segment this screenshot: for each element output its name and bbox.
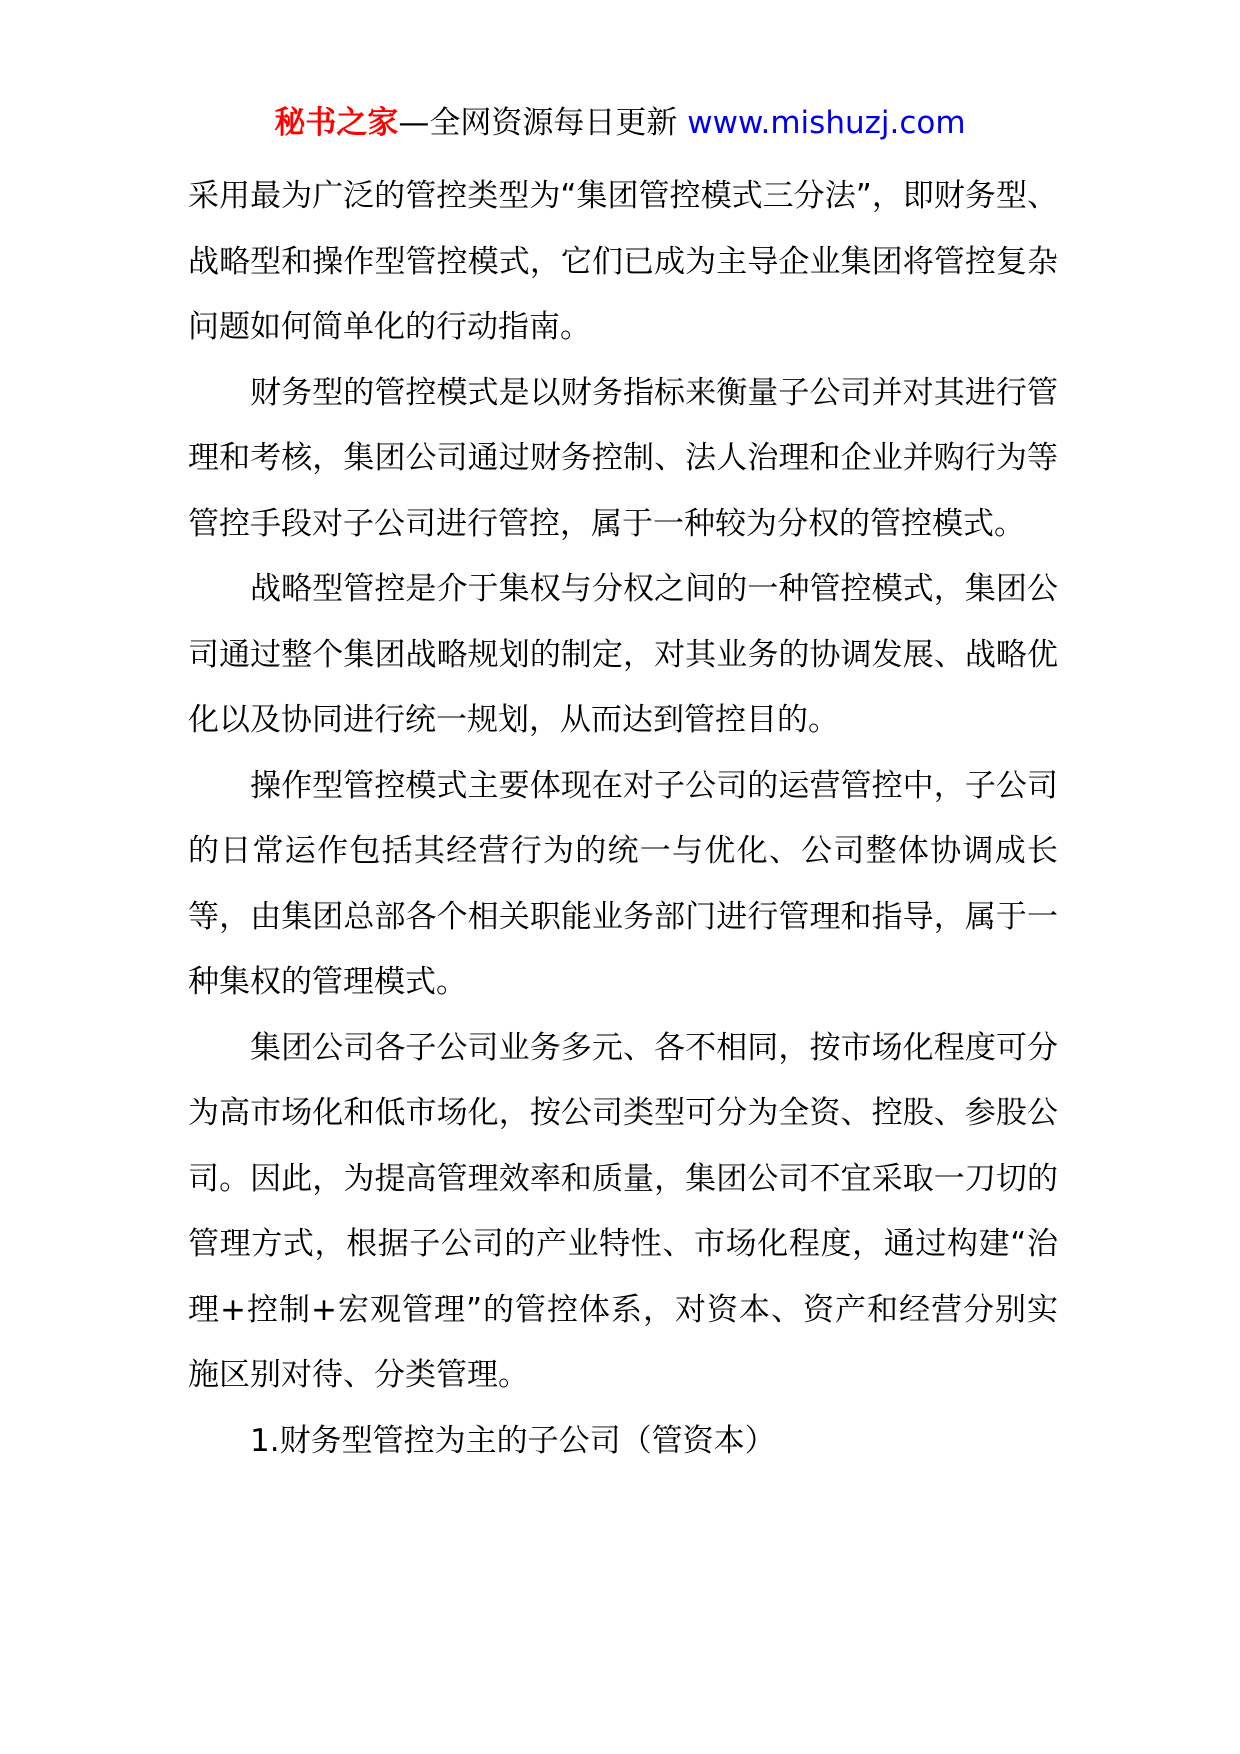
document-body: [188, 164, 1058, 1474]
paragraph-continuation: 采用最为广泛的管控类型为“集团管控模式三分法”，即财务型、战略型和操作型管控模式，它们已成为主导企业集团将管控复杂问题如何简单化的行动指南。: [188, 178, 1058, 345]
site-header: [0, 100, 1240, 146]
paragraph-classification: 集团公司各子公司业务多元、各不相同，按市场化程度可分为高市场化和低市场化，按公司类型可分为全资、控股、参股公司。因此，为提高管理效率和质量，集团公司不宜采取一刀切的管理方式，根据子公司的产业特性、市场化程度，通过构建“治理+控制+宏观管理”的管控体系，对资本、资产和经营分别实施区别对待、分类管理。: [188, 1029, 1058, 1393]
brand-name: 秘书之家: [274, 105, 399, 141]
site-url-link[interactable]: www.mishuzj.com: [687, 105, 966, 141]
header-tagline: —全网资源每日更新: [398, 105, 688, 141]
paragraph-operational-model: 操作型管控模式主要体现在对子公司的运营管控中，子公司的日常运作包括其经营行为的统一与优化、公司整体协调成长等，由集团总部各个相关职能业务部门进行管理和指导，属于一种集权的管理模式。: [188, 767, 1058, 1000]
paragraph-strategic-model: 战略型管控是介于集权与分权之间的一种管控模式，集团公司通过整个集团战略规划的制定，对其业务的协调发展、战略优化以及协同进行统一规划，从而达到管控目的。: [188, 571, 1058, 738]
section-heading-financial: 1.财务型管控为主的子公司（管资本）: [250, 1422, 776, 1459]
paragraph-financial-model: 财务型的管控模式是以财务指标来衡量子公司并对其进行管理和考核，集团公司通过财务控制、法人治理和企业并购行为等管控手段对子公司进行管控，属于一种较为分权的管控模式。: [188, 374, 1058, 542]
